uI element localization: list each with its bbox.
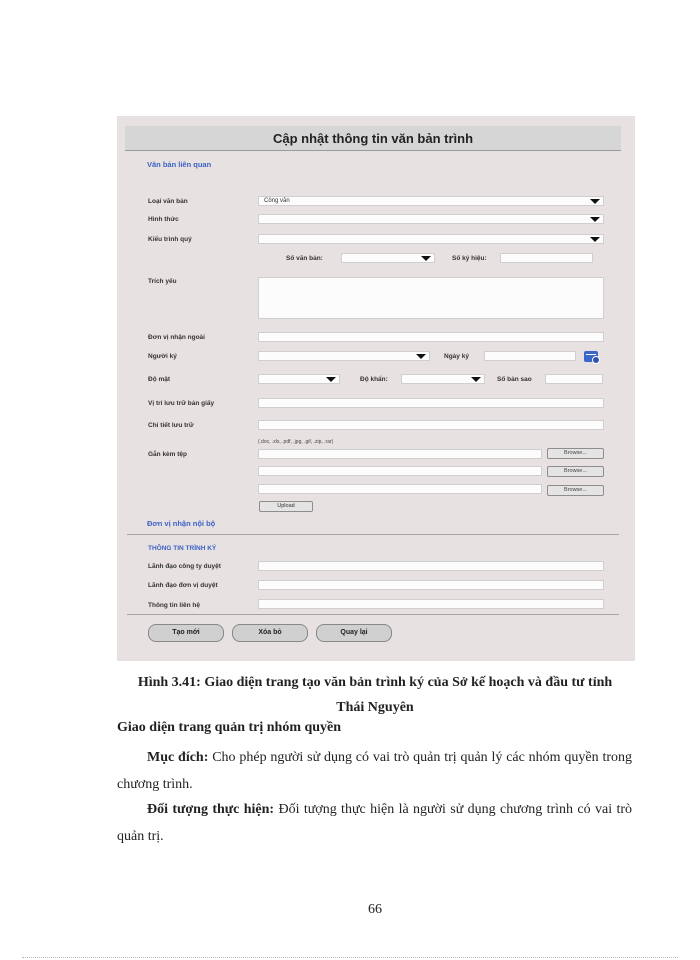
file-input-3[interactable] — [258, 484, 542, 494]
sign-info-heading: THÔNG TIN TRÌNH KÝ — [148, 545, 217, 552]
so-ban-sao-input[interactable] — [545, 374, 603, 384]
form-title: Cập nhật thông tin văn bản trình — [125, 126, 621, 151]
lanh-dao-cong-ty-input[interactable] — [258, 561, 604, 571]
kieu-trinh-quy-select[interactable] — [258, 234, 604, 244]
browse-button-1[interactable]: Browse... — [547, 448, 604, 459]
delete-button[interactable]: Xóa bỏ — [232, 624, 308, 642]
internal-recipients-link[interactable]: Đơn vị nhận nội bộ — [147, 519, 216, 528]
label-nguoi-ky: Người ký — [148, 353, 177, 360]
file-type-hint: (.doc, .xls, .pdf, .jpg, .gif, .zip, .rar) — [258, 439, 334, 445]
label-do-khan: Độ khẩn: — [360, 376, 388, 383]
vi-tri-luu-tru-input[interactable] — [258, 398, 604, 408]
loai-van-ban-select[interactable] — [258, 196, 604, 206]
label-so-ban-sao: Số bản sao — [497, 376, 532, 383]
label-lanh-dao-don-vi: Lãnh đạo đơn vị duyệt — [148, 582, 218, 589]
back-button[interactable]: Quay lại — [316, 624, 392, 642]
upload-button[interactable]: Upload — [259, 501, 313, 512]
chevron-down-icon — [590, 237, 600, 242]
purpose-text: Cho phép người sử dụng có vai trò quản trị quản lý các nhóm quyền trong chương trình. — [117, 750, 632, 792]
trich-yeu-textarea[interactable] — [258, 277, 604, 319]
label-trich-yeu: Trích yếu — [148, 278, 177, 285]
buttons-divider — [127, 614, 619, 615]
actor-paragraph — [117, 796, 632, 850]
nguoi-ky-select[interactable] — [258, 351, 430, 361]
browse-button-2[interactable]: Browse... — [547, 466, 604, 477]
create-button[interactable]: Tạo mới — [148, 624, 224, 642]
actor-label: Đối tượng thực hiện: — [147, 802, 275, 817]
browse-button-3[interactable]: Browse... — [547, 485, 604, 496]
caption-line-2: Thái Nguyên — [336, 700, 414, 715]
label-so-van-ban: Số văn bản: — [286, 255, 323, 262]
label-loai-van-ban: Loại văn bản — [148, 198, 188, 205]
related-docs-link[interactable]: Văn bản liên quan — [147, 160, 212, 169]
chevron-down-icon — [416, 354, 426, 359]
label-kieu-trinh-quy: Kiểu trình quý — [148, 236, 192, 243]
actor-text: Đối tượng thực hiện là người sử dụng chương trình có vai trò quản trị. — [117, 802, 632, 844]
file-input-2[interactable] — [258, 466, 542, 476]
lanh-dao-don-vi-input[interactable] — [258, 580, 604, 590]
label-gan-kem-tep: Gắn kèm tệp — [148, 451, 188, 458]
label-thong-tin-lien-he: Thông tin liên hệ — [148, 602, 200, 609]
caption-line-1: Hình 3.41: Giao diện trang tạo văn bản trình ký của Sở kế hoạch và đầu tư tỉnh — [137, 675, 613, 690]
loai-van-ban-value: Công văn — [264, 198, 290, 204]
label-so-ky-hieu: Số ký hiệu: — [452, 255, 487, 262]
purpose-paragraph — [117, 744, 632, 798]
chi-tiet-luu-tru-input[interactable] — [258, 420, 604, 430]
page-bottom-border — [22, 957, 678, 958]
thong-tin-lien-he-input[interactable] — [258, 599, 604, 609]
so-ky-hieu-input[interactable] — [500, 253, 593, 263]
do-khan-select[interactable] — [401, 374, 485, 384]
chevron-down-icon — [590, 217, 600, 222]
chevron-down-icon — [326, 377, 336, 382]
section-heading: Giao diện trang quản trị nhóm quyền — [117, 720, 342, 735]
label-do-mat: Độ mật — [148, 376, 171, 383]
figure-caption — [80, 670, 670, 720]
page-number: 66 — [368, 902, 382, 917]
label-vi-tri-luu-tru: Vị trí lưu trữ bản giấy — [148, 400, 215, 407]
label-don-vi-nhan-ngoai: Đơn vị nhận ngoài — [148, 334, 205, 341]
purpose-label: Mục đích: — [147, 750, 209, 765]
do-mat-select[interactable] — [258, 374, 340, 384]
label-chi-tiet-luu-tru: Chi tiết lưu trữ — [148, 422, 194, 429]
label-ngay-ky: Ngày ký — [444, 353, 469, 360]
hinh-thuc-select[interactable] — [258, 214, 604, 224]
label-lanh-dao-cong-ty: Lãnh đạo công ty duyệt — [148, 563, 221, 570]
don-vi-nhan-ngoai-input[interactable] — [258, 332, 604, 342]
so-van-ban-select[interactable] — [341, 253, 435, 263]
ngay-ky-input[interactable] — [484, 351, 576, 361]
section-divider — [127, 534, 619, 535]
calendar-icon[interactable] — [584, 351, 598, 362]
label-hinh-thuc: Hình thức — [148, 216, 179, 223]
chevron-down-icon — [590, 199, 600, 204]
chevron-down-icon — [421, 256, 431, 261]
file-input-1[interactable] — [258, 449, 542, 459]
chevron-down-icon — [471, 377, 481, 382]
